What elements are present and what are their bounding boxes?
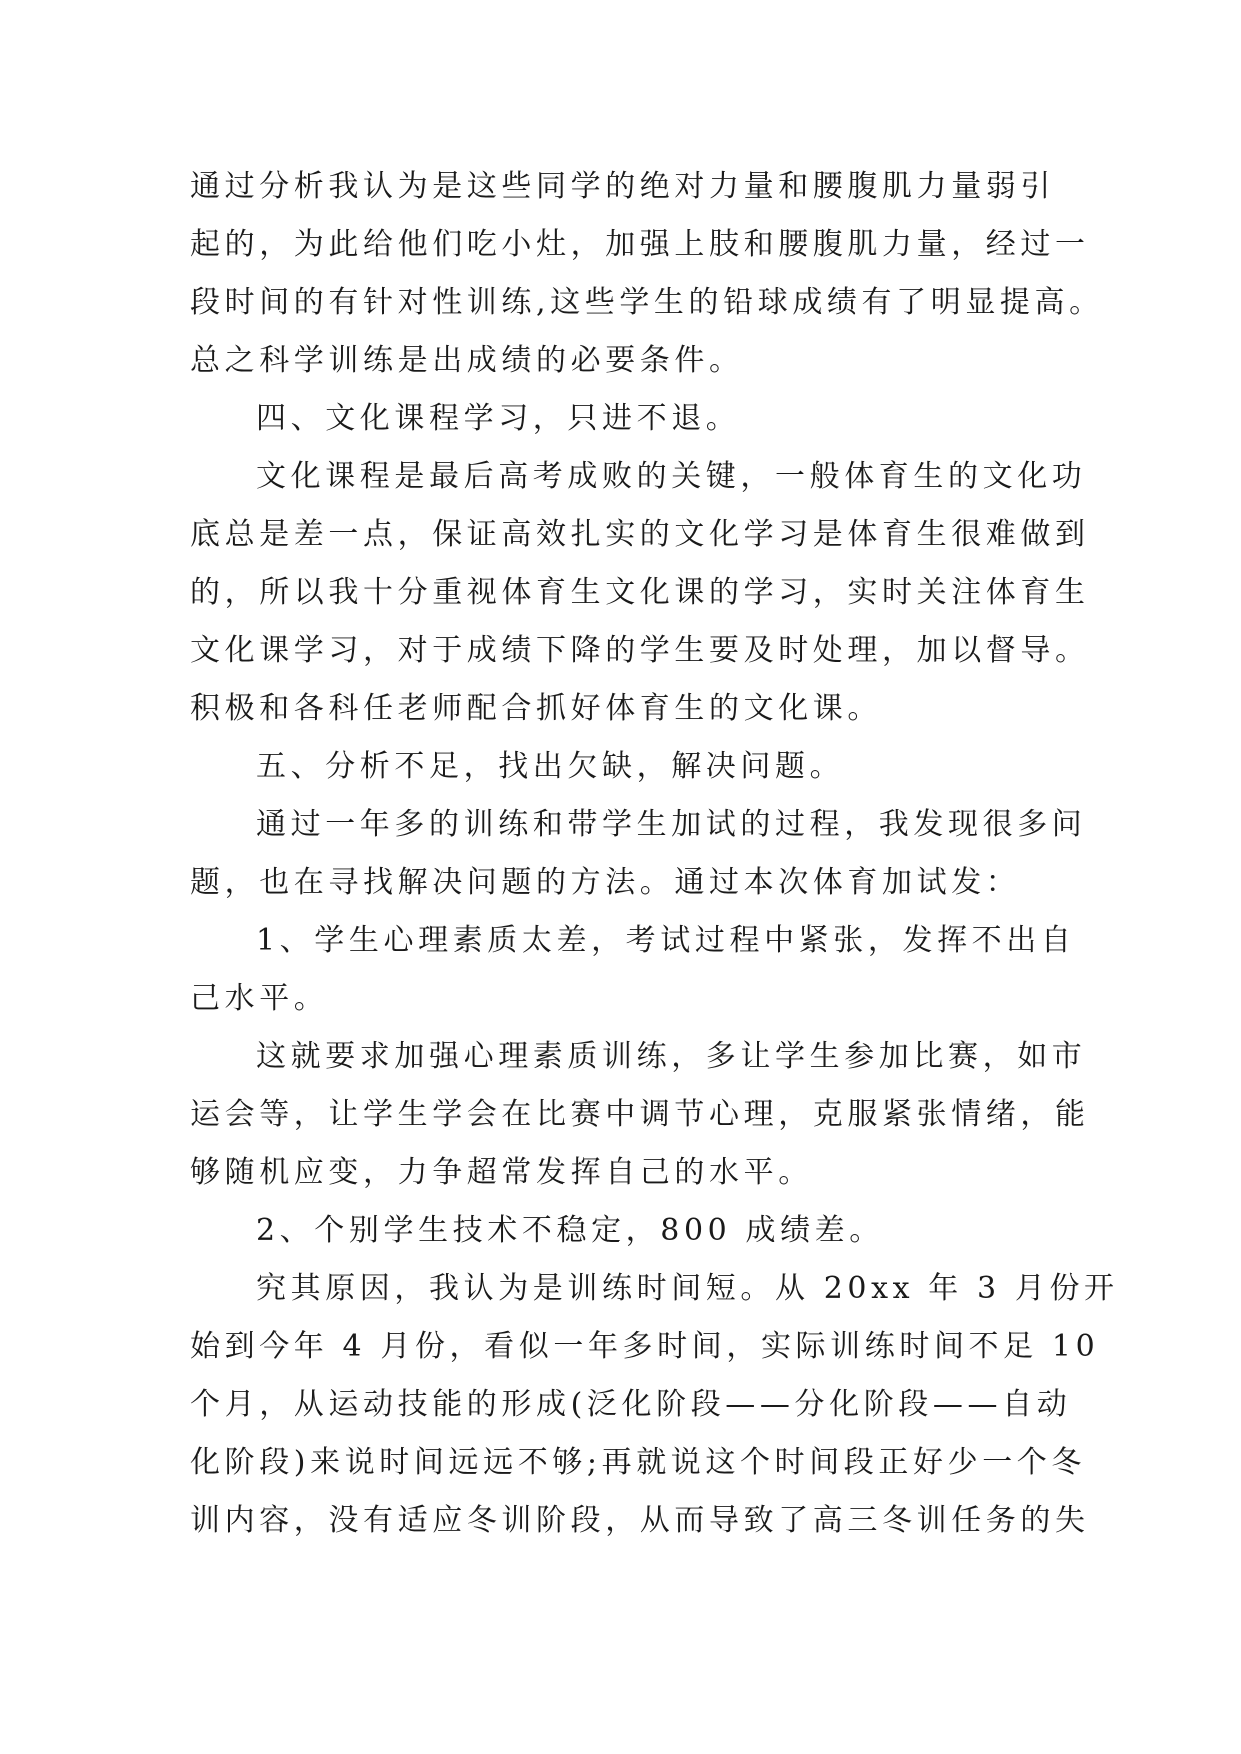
text-line: 起的，为此给他们吃小灶，加强上肢和腰腹肌力量，经过一 [190,227,1090,262]
text-line: 总之科学训练是出成绩的必要条件。 [190,343,744,378]
text-line: 个月，从运动技能的形成(泛化阶段——分化阶段——自动 [190,1387,1072,1422]
text-line: 始到今年 4 月份，看似一年多时间，实际训练时间不足 10 [190,1329,1100,1364]
text-line: 段时间的有针对性训练,这些学生的铅球成绩有了明显提高。 [190,285,1104,320]
text-line: 训内容，没有适应冬训阶段，从而导致了高三冬训任务的失 [190,1503,1090,1538]
text-line: 化阶段)来说时间远远不够;再就说这个时间段正好少一个冬 [190,1445,1087,1480]
list-item: 1、学生心理素质太差，考试过程中紧张，发挥不出自 [256,923,1076,958]
text-line: 通过分析我认为是这些同学的绝对力量和腰腹肌力量弱引 [190,169,1055,204]
text-line: 通过一年多的训练和带学生加试的过程，我发现很多问 [256,807,1087,842]
text-line: 的，所以我十分重视体育生文化课的学习，实时关注体育生 [190,575,1090,610]
text-line: 积极和各科任老师配合抓好体育生的文化课。 [190,691,882,726]
section-heading: 四、文化课程学习，只进不退。 [256,401,741,436]
text-line: 文化课程是最后高考成败的关键，一般体育生的文化功 [256,459,1087,494]
document-body [190,158,1119,1550]
text-line: 够随机应变，力争超常发挥自己的水平。 [190,1155,813,1190]
text-line: 这就要求加强心理素质训练，多让学生参加比赛，如市 [256,1039,1087,1074]
text-line: 究其原因，我认为是训练时间短。从 20xx 年 3 月份开 [256,1271,1119,1306]
text-line: 运会等，让学生学会在比赛中调节心理，克服紧张情绪，能 [190,1097,1090,1132]
list-item: 2、个别学生技术不稳定，800 成绩差。 [256,1213,884,1248]
text-line: 文化课学习，对于成绩下降的学生要及时处理，加以督导。 [190,633,1090,668]
section-heading: 五、分析不足，找出欠缺，解决问题。 [256,749,845,784]
text-line: 题，也在寻找解决问题的方法。通过本次体育加试发： [190,865,1021,900]
text-line: 己水平。 [190,981,329,1016]
text-line: 底总是差一点，保证高效扎实的文化学习是体育生很难做到 [190,517,1090,552]
